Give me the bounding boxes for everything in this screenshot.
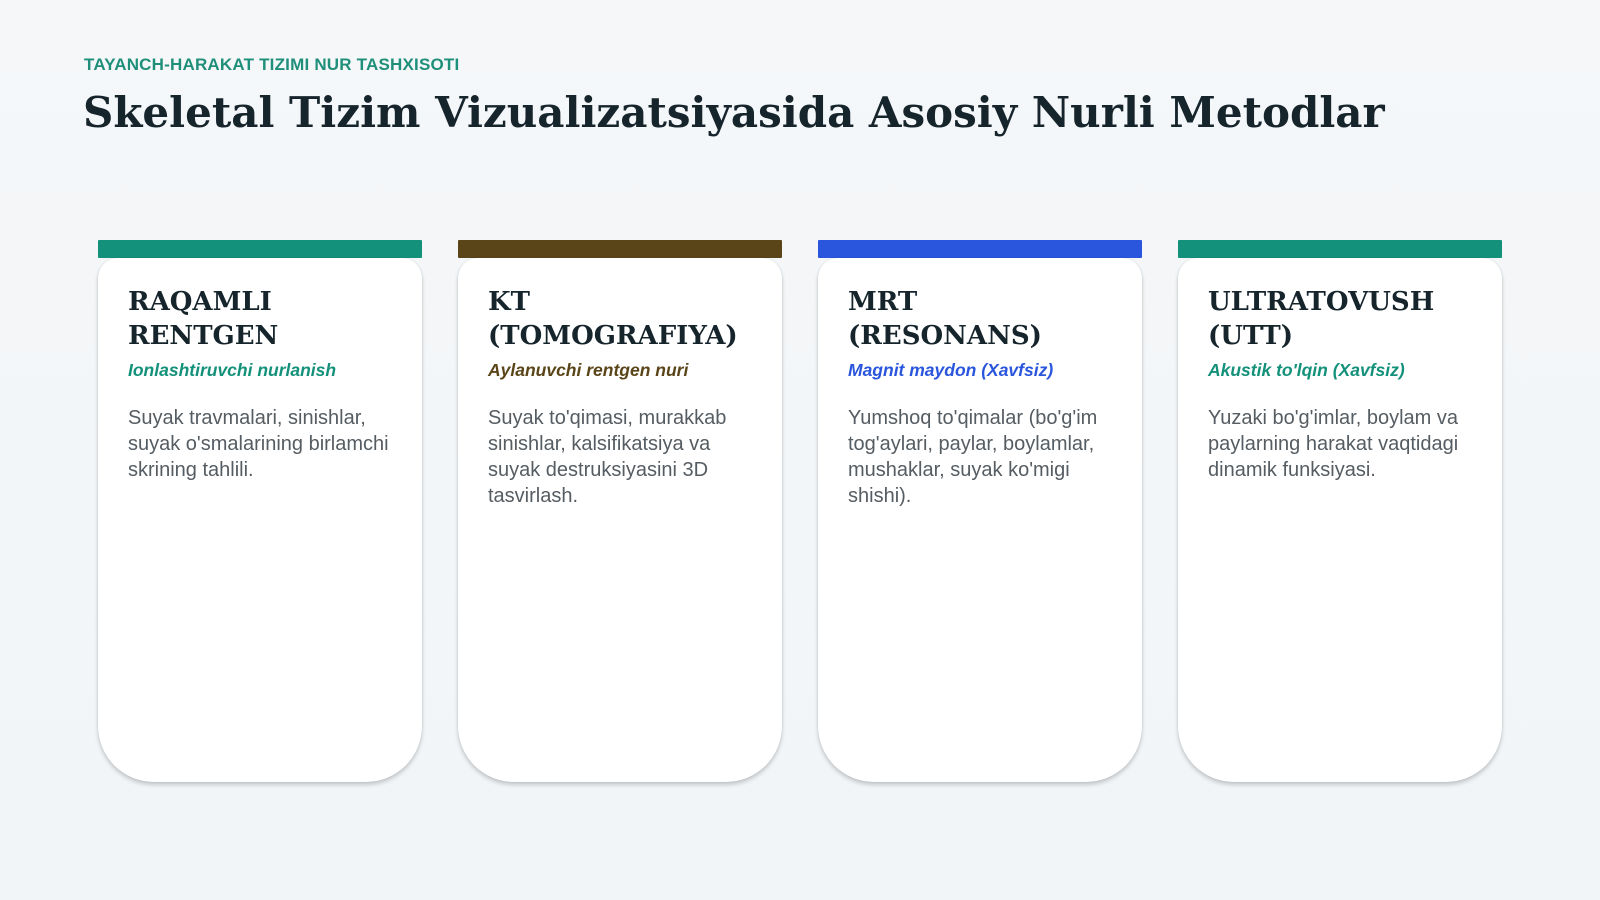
card-body [818, 258, 1142, 782]
method-cards [98, 240, 1502, 782]
card-subtitle: Ionlashtiruvchi nurlanish [128, 360, 337, 380]
card-title: KT (TOMOGRAFIYA) [488, 287, 738, 351]
card-accent-bar [458, 240, 782, 258]
card-title: RAQAMLI RENTGEN [128, 287, 279, 351]
card-accent-bar [1178, 240, 1502, 258]
card-description: Suyak to'qimasi, murakkab sinishlar, kalsifikatsiya va suyak destruksiyasini 3D tasvirlash. [488, 407, 727, 507]
kicker-label: TAYANCH-HARAKAT TIZIMI NUR TASHXISOTI [84, 55, 460, 74]
card-mrt-resonans [818, 240, 1142, 782]
card-subtitle: Magnit maydon (Xavfsiz) [848, 360, 1054, 380]
card-description: Yumshoq to'qimalar (bo'g'im tog'aylari, paylar, boylamlar, mushaklar, suyak ko'migi shishi). [848, 407, 1098, 507]
card-title: ULTRATOVUSH (UTT) [1208, 287, 1435, 351]
card-subtitle: Akustik to'lqin (Xavfsiz) [1208, 360, 1405, 380]
card-raqamli-rentgen [98, 240, 422, 782]
card-body [458, 258, 782, 782]
card-accent-bar [98, 240, 422, 258]
card-title: MRT (RESONANS) [848, 287, 1042, 351]
card-body [1178, 258, 1502, 782]
card-ultratovush [1178, 240, 1502, 782]
card-description: Yuzaki bo'g'imlar, boylam va paylarning harakat vaqtidagi dinamik funksiyasi. [1208, 407, 1459, 481]
card-description: Suyak travmalari, sinishlar, suyak o'smalarining birlamchi skrining tahlili. [128, 407, 389, 481]
page-title: Skeletal Tizim Vizualizatsiyasida Asosiy Nurli Metodlar [83, 88, 1385, 137]
card-subtitle: Aylanuvchi rentgen nuri [488, 360, 689, 380]
card-accent-bar [818, 240, 1142, 258]
card-kt-tomografiya [458, 240, 782, 782]
card-body [98, 258, 422, 782]
